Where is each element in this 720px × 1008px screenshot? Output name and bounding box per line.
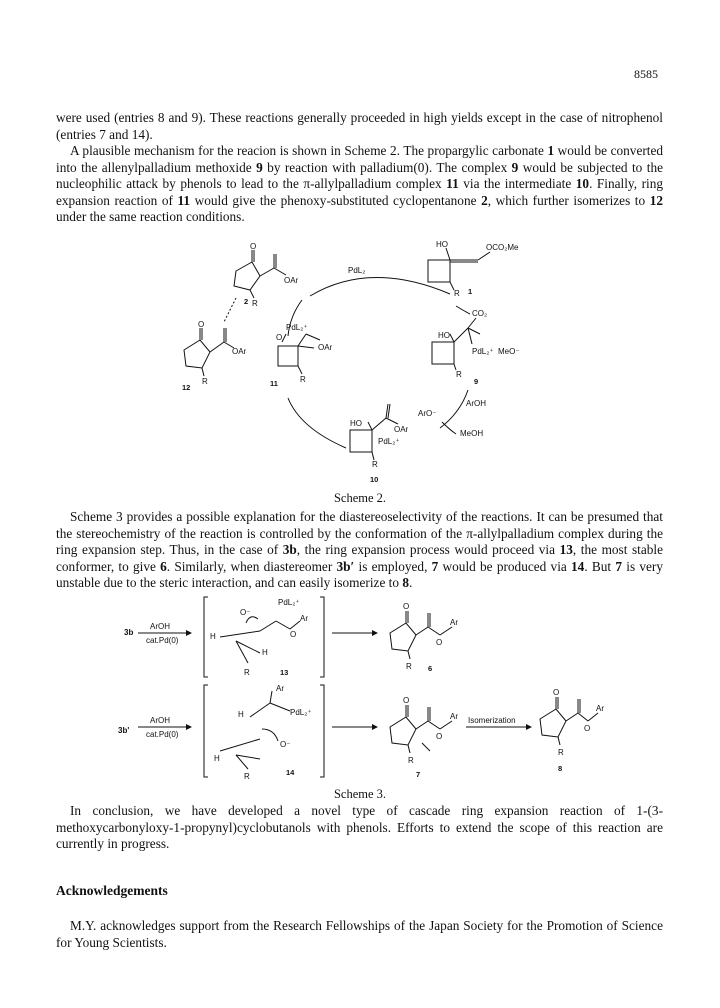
- methoxide-label: MeO⁻: [498, 347, 520, 356]
- text-run: via the intermediate: [458, 176, 576, 192]
- h-label: H: [214, 754, 220, 763]
- paragraph-mechanism: [56, 143, 663, 226]
- catalytic-arc-right: [440, 390, 468, 428]
- hydroxyl-label: HO: [350, 419, 362, 428]
- compound-number: 10: [370, 475, 379, 484]
- r-label: R: [202, 377, 208, 386]
- isomerization-label: Isomerization: [468, 716, 516, 725]
- scheme-2-diagram: [150, 238, 570, 488]
- ar-label: Ar: [450, 712, 458, 721]
- hydroxyl-label: HO: [438, 331, 450, 340]
- text-run: . Similarly, when diastereomer: [166, 558, 337, 574]
- oxide-label: O⁻: [240, 608, 251, 617]
- text-run: A plausible mechanism for the reacion is shown in Scheme 2. The propargylic carbonate: [70, 143, 548, 158]
- compound-reference: 3b′: [336, 558, 355, 574]
- intermediate-13: [210, 598, 308, 677]
- pdl2-label: PdL₂: [348, 266, 366, 275]
- text-run: , the most stable conformer, to give: [56, 542, 663, 574]
- text-run: would give the phenoxy-substituted cyclopentanone: [190, 192, 482, 208]
- text-run: would be converted into the allenylpalladium methoxide: [56, 143, 664, 175]
- bracket-left: [204, 685, 208, 777]
- text-run: would be produced via: [438, 558, 572, 574]
- text-run: is employed,: [354, 558, 432, 574]
- oxygen-label: O: [276, 333, 283, 342]
- product-8: [540, 688, 604, 773]
- bracket-right: [320, 685, 324, 777]
- r-label: R: [454, 289, 460, 298]
- intermediate-14: [214, 684, 312, 781]
- r-label: R: [300, 375, 306, 384]
- reactant-3b-label: 3b: [124, 628, 134, 637]
- text-run: is very unstable due to the steric interaction, and can easily isomerize to: [56, 558, 663, 591]
- text-run: would be subjected to the nucleophilic attack by phenols to lead to the π-allylpalladium complex: [56, 159, 663, 192]
- r-label: R: [244, 668, 250, 677]
- compound-reference: 11: [177, 192, 191, 208]
- r-label: R: [252, 299, 258, 308]
- text-run: . Finally, ring expansion reaction of: [56, 176, 663, 208]
- compound-number: 1: [468, 287, 473, 296]
- acknowledgements-heading: Acknowledgements: [56, 883, 168, 898]
- bracket-left: [204, 597, 208, 677]
- compound-reference: 11: [446, 176, 459, 192]
- compound-reference: 12: [649, 192, 663, 208]
- bracket-right: [320, 597, 324, 677]
- compound-reference: 2: [481, 192, 488, 208]
- arrowhead: [372, 724, 378, 730]
- text-run: Scheme 3 provides a possible explanation for the diastereoselectivity of the reactions. It can be presumed that the stereochemistry of the reaction is controlled by the conformation of the π-allylpalladium complex during the ring expansion step. Thus, in the case of: [56, 509, 663, 558]
- compound-reference: 10: [575, 176, 590, 192]
- compound-reference: 13: [559, 542, 573, 558]
- carbonate-label: OCO₂Me: [486, 243, 519, 252]
- compound-1: [428, 240, 519, 298]
- compound-number: 8: [558, 764, 563, 773]
- compound-number: 11: [270, 379, 278, 388]
- compound-2: [234, 242, 299, 308]
- compound-reference: 1: [547, 143, 555, 158]
- compound-number: 7: [416, 770, 421, 779]
- compound-number: 13: [280, 668, 289, 677]
- aroh-label: ArOH: [466, 399, 486, 408]
- arrowhead: [372, 630, 378, 636]
- co2-arrow: [456, 306, 470, 314]
- meoh-label: MeOH: [460, 429, 484, 438]
- catalytic-arc-top: [310, 277, 450, 296]
- carbonyl-o-label: O: [250, 242, 257, 251]
- compound-number: 12: [182, 383, 191, 392]
- reactant-3bp-label: 3b': [118, 726, 130, 735]
- scheme-3-diagram: [110, 593, 610, 783]
- compound-reference: 7: [615, 558, 623, 574]
- h-label: H: [262, 648, 268, 657]
- oxygen-label: O: [436, 732, 443, 741]
- carbonyl-o-label: O: [198, 320, 205, 329]
- compound-reference: 7: [431, 558, 439, 574]
- r-label: R: [372, 460, 378, 469]
- isomerization-arrow: [224, 298, 236, 322]
- ar-label: Ar: [450, 618, 458, 627]
- compound-number: 2: [244, 297, 249, 306]
- oar-label: OAr: [284, 276, 299, 285]
- carbonyl-o-label: O: [403, 602, 410, 611]
- r-label: R: [558, 748, 564, 757]
- product-6: [390, 602, 458, 673]
- compound-reference: 9: [511, 159, 519, 175]
- catalyst-label: cat.Pd(0): [146, 730, 179, 739]
- ar-label: Ar: [300, 614, 308, 623]
- arrowhead: [526, 724, 532, 730]
- oar-label: OAr: [232, 347, 247, 356]
- r-label: R: [244, 772, 250, 781]
- scheme-2-caption: Scheme 2.: [333, 491, 387, 505]
- co2-label: CO₂: [472, 309, 488, 318]
- arrowhead: [186, 630, 192, 636]
- aroh-label: ArOH: [150, 622, 170, 631]
- pdl2-plus-label: PdL₂⁺: [286, 323, 308, 332]
- r-label: R: [406, 662, 412, 671]
- aro-minus-label: ArO⁻: [418, 409, 437, 418]
- catalytic-arc-left: [288, 398, 346, 448]
- arrowhead: [186, 724, 192, 730]
- pdl2-plus-label: PdL₂⁺: [278, 598, 300, 607]
- pdl2-plus-label: PdL₂⁺: [290, 708, 312, 717]
- paragraph-diastereoselectivity: [56, 509, 663, 592]
- oxygen-label: O: [584, 724, 591, 733]
- oar-label: OAr: [394, 425, 409, 434]
- compound-reference: 14: [571, 558, 585, 574]
- oar-label: OAr: [318, 343, 333, 352]
- product-7: [390, 696, 458, 779]
- pdl2-plus-label: PdL₂⁺: [378, 437, 400, 446]
- meoh-arrow: [442, 422, 456, 434]
- h-label: H: [210, 632, 216, 641]
- text-run: by reaction with palladium(0). The complex: [262, 159, 512, 175]
- compound-reference: 6: [160, 558, 167, 574]
- compound-11: [270, 323, 333, 388]
- pdl2-plus-label: PdL₂⁺: [472, 347, 494, 356]
- scheme-3-caption: Scheme 3.: [333, 787, 387, 801]
- page-number: 8585: [634, 67, 658, 81]
- text-run: , which further isomerizes to: [487, 192, 650, 208]
- catalyst-label: cat.Pd(0): [146, 636, 179, 645]
- compound-12: [182, 320, 247, 392]
- oxide-label: O⁻: [280, 740, 291, 749]
- compound-reference: 9: [256, 159, 263, 175]
- ar-label: Ar: [596, 704, 604, 713]
- text-run: . But: [584, 558, 616, 574]
- compound-reference: 3b: [282, 542, 297, 558]
- compound-number: 6: [428, 664, 433, 673]
- compound-number: 14: [286, 768, 295, 777]
- paragraph-acknowledgement: M.Y. acknowledges support from the Research Fellowships of the Japan Society for the Promotion of Science for Young Scientists.: [56, 918, 663, 950]
- ar-label: Ar: [276, 684, 284, 693]
- text-run: under the same reaction conditions.: [56, 209, 245, 225]
- oxygen-label: O: [290, 630, 297, 639]
- compound-10: [350, 404, 409, 484]
- r-label: R: [408, 756, 414, 765]
- r-label: R: [456, 370, 462, 379]
- text-run: , the ring expansion process would proceed via: [296, 542, 560, 558]
- h-label: H: [238, 710, 244, 719]
- oxygen-label: O: [436, 638, 443, 647]
- paragraph-conclusion: In conclusion, we have developed a novel type of cascade ring expansion reaction of 1-(3-methoxycarbonyloxy-1-propynyl)cyclobutanols with phenols. Efforts to extend the scope of this reaction are currently in progress.: [56, 803, 663, 852]
- compound-9: [432, 318, 520, 386]
- compound-reference: 8: [402, 575, 409, 591]
- paragraph-continuation: were used (entries 8 and 9). These reactions generally proceeded in high yields except in the case of nitrophenol (entries 7 and 14).: [56, 110, 663, 142]
- carbonyl-o-label: O: [553, 688, 560, 697]
- hydroxyl-label: HO: [436, 240, 448, 249]
- aroh-label: ArOH: [150, 716, 170, 725]
- text-run: .: [409, 575, 413, 591]
- carbonyl-o-label: O: [403, 696, 410, 705]
- compound-number: 9: [474, 377, 479, 386]
